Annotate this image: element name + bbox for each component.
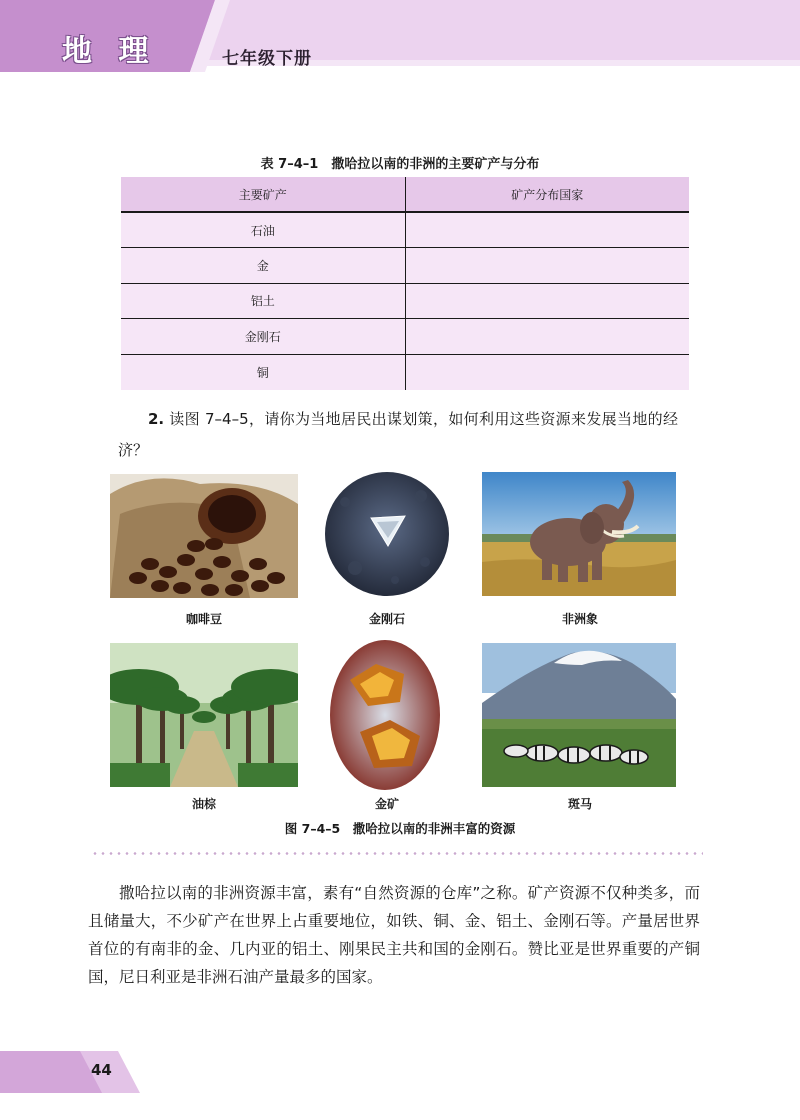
zebra-photo — [482, 643, 676, 787]
question-2 — [118, 404, 678, 466]
coffee-beans-photo — [110, 474, 298, 598]
grade-label: 七年级下册 — [222, 49, 312, 69]
diamond-photo — [325, 472, 449, 596]
table-cell-mineral: 金刚石 — [121, 319, 405, 355]
subject-title: 地 理 — [62, 34, 157, 69]
page-number-band — [0, 1051, 140, 1093]
table-row — [121, 319, 689, 355]
table-cell-countries[interactable] — [405, 248, 689, 284]
mineral-table — [121, 177, 689, 390]
dotted-divider — [91, 852, 703, 855]
table-row — [121, 283, 689, 319]
question-text: 读图 7–4–5，请你为当地居民出谋划策，如何利用这些资源来发展当地的经济？ — [118, 410, 678, 459]
table-cell-countries[interactable] — [405, 319, 689, 355]
page-number: 44 — [91, 1061, 112, 1079]
table-cell-mineral: 石油 — [121, 212, 405, 248]
photo-label-elephant: 非洲象 — [561, 612, 598, 626]
table-header-mineral: 主要矿产 — [121, 177, 405, 212]
table-cell-countries[interactable] — [405, 354, 689, 390]
table-cell-mineral: 铜 — [121, 354, 405, 390]
table-row — [121, 248, 689, 284]
photo-label-diamond: 金刚石 — [368, 612, 405, 626]
oil-palm-photo — [110, 643, 298, 787]
table-caption: 表 7–4–1 撒哈拉以南的非洲的主要矿产与分布 — [260, 157, 540, 172]
table-row — [121, 212, 689, 248]
elephant-photo — [482, 472, 676, 596]
table-row — [121, 354, 689, 390]
gold-ore-photo — [330, 640, 440, 790]
body-paragraph: 撒哈拉以南的非洲资源丰富，素有“自然资源的仓库”之称。矿产资源不仅种类多，而且储量大，不少矿产在世界上占重要地位，如铁、铜、金、铝土、金刚石等。产量居世界首位的有南非的金、几内亚的铝土、刚果民主共和国的金刚石。赞比亚是世界重要的产铜国，尼日利亚是非洲石油产量最多的国家。 — [88, 884, 700, 986]
table-cell-countries[interactable] — [405, 212, 689, 248]
figure-caption: 图 7–4–5 撒哈拉以南的非洲丰富的资源 — [284, 821, 516, 836]
table-header-countries: 矿产分布国家 — [405, 177, 689, 212]
table-cell-mineral: 金 — [121, 248, 405, 284]
page-header — [0, 0, 800, 72]
table-header-row — [121, 177, 689, 212]
photo-label-gold-ore: 金矿 — [374, 797, 399, 811]
table-cell-mineral: 铝土 — [121, 283, 405, 319]
table-cell-countries[interactable] — [405, 283, 689, 319]
question-number: 2. — [148, 410, 165, 428]
photo-label-coffee: 咖啡豆 — [185, 612, 222, 626]
photo-label-zebra: 斑马 — [567, 797, 592, 811]
photo-label-oil-palm: 油棕 — [191, 797, 216, 811]
